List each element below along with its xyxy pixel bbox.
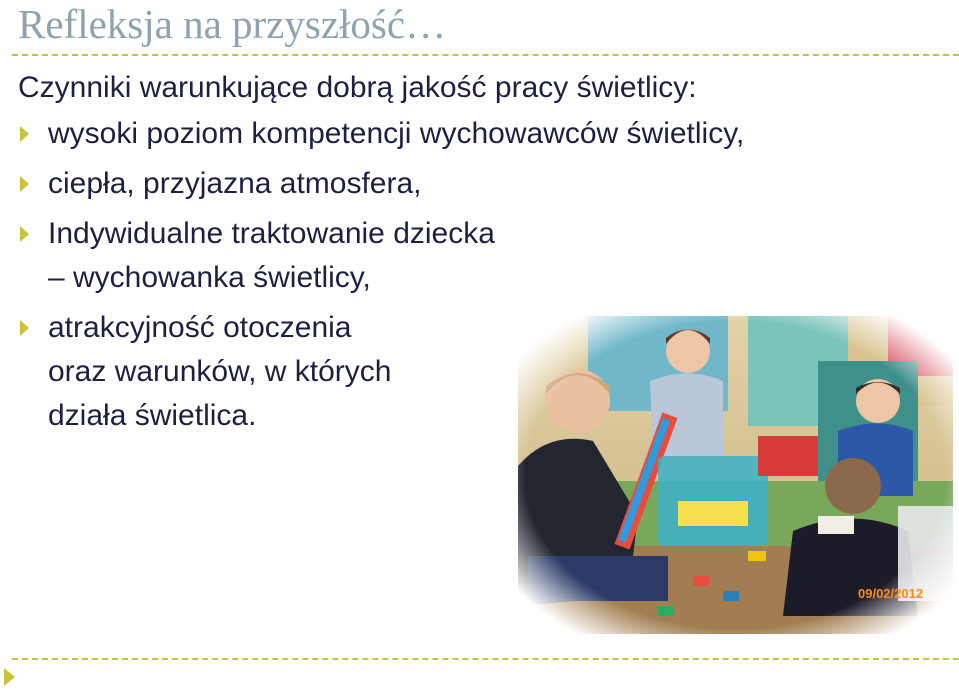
slide-title: Refleksja na przyszłość… — [18, 1, 447, 47]
bullet-item-1 — [18, 112, 918, 156]
bullet-text: wysoki poziom kompetencji wychowawców świetlicy, — [48, 117, 745, 150]
bullet-arrow-icon — [20, 126, 29, 142]
photo-date-stamp: 09/02/2012 — [858, 586, 924, 601]
bullet-text: atrakcyjność otoczenia — [48, 311, 352, 344]
bullet-item-2 — [18, 162, 918, 206]
bottom-divider — [12, 658, 959, 660]
bullet-text: Indywidualne traktowanie dziecka — [48, 217, 495, 250]
bullet-text: ciepła, przyjazna atmosfera, — [48, 167, 422, 200]
bullet-text-continued: oraz warunków, w których — [48, 355, 392, 388]
lead-text: Czynniki warunkujące dobrą jakość pracy świetlicy: — [18, 71, 697, 104]
classroom-photo — [518, 316, 953, 634]
footer-arrow-icon — [4, 668, 15, 686]
children-playing-illustration — [518, 316, 953, 634]
top-divider — [12, 54, 959, 56]
bullet-arrow-icon — [20, 226, 29, 242]
bullet-text-continued: działa świetlica. — [48, 399, 257, 432]
bullet-item-3 — [18, 212, 918, 300]
bullet-arrow-icon — [20, 176, 29, 192]
bullet-text-continued: – wychowanka świetlicy, — [48, 261, 371, 294]
bullet-arrow-icon — [20, 320, 29, 336]
